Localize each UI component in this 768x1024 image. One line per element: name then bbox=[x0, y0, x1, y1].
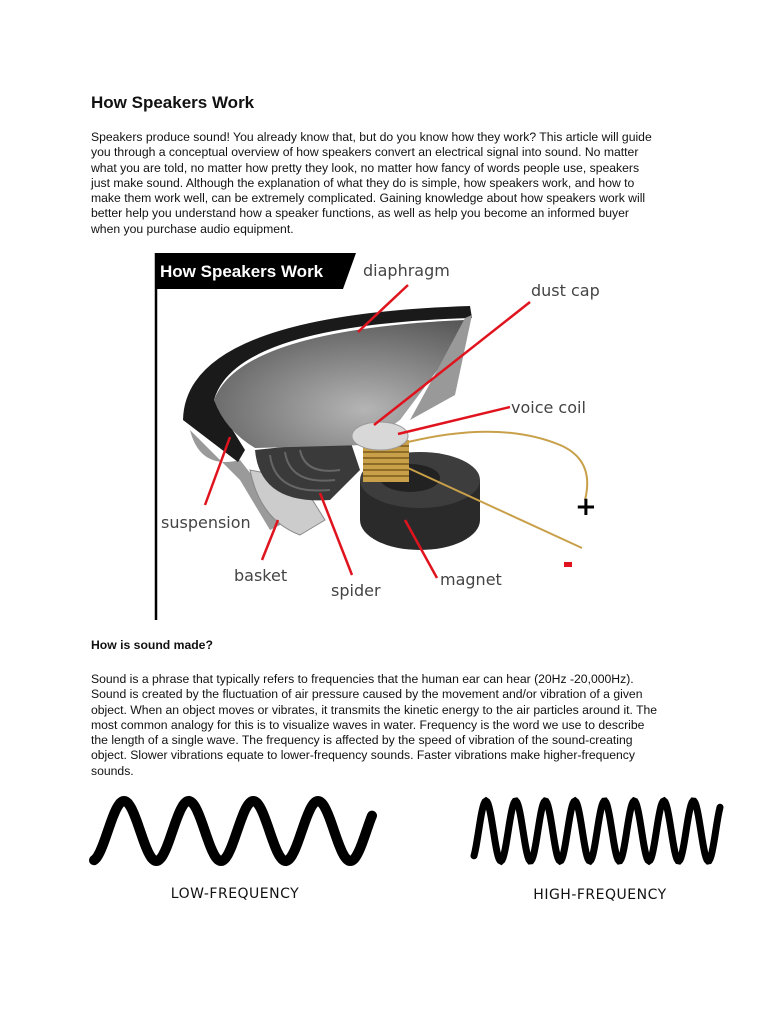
text-line: when you purchase audio equipment. bbox=[91, 221, 294, 236]
label-diaphragm: diaphragm bbox=[363, 261, 450, 280]
text-line: just make sound. Although the explanation of what they do is simple, how speakers work, and how to bbox=[91, 175, 635, 190]
label-plus: + bbox=[575, 492, 597, 522]
text-line: sounds. bbox=[91, 763, 134, 778]
high-frequency-label: HIGH-FREQUENCY bbox=[533, 887, 667, 903]
text-line: the length of a single wave. The frequency is affected by the speed of vibration of the sound-creating bbox=[91, 733, 633, 747]
pointer-voice-coil bbox=[398, 407, 510, 434]
text-line: Speakers produce sound! You already know that, but do you know how they work? This article will guide bbox=[91, 130, 652, 144]
low-frequency-label: LOW-FREQUENCY bbox=[170, 886, 300, 902]
low-frequency-wave bbox=[94, 801, 372, 861]
dust-cap-shape bbox=[352, 422, 408, 450]
pointer-spider bbox=[320, 493, 352, 575]
section-heading: How is sound made? bbox=[91, 638, 213, 652]
text-line: you through a conceptual overview of how speakers convert an electrical signal into sound. No matter bbox=[91, 145, 639, 160]
label-suspension: suspension bbox=[161, 513, 251, 532]
label-voice-coil: voice coil bbox=[511, 398, 586, 417]
page-title: How Speakers Work bbox=[91, 93, 255, 112]
text-line: make them work well, can be extremely complicated. Gaining knowledge about how speakers work will bbox=[91, 191, 646, 205]
text-line: Sound is created by the fluctuation of air pressure caused by the movement and/or vibration of a given bbox=[91, 687, 643, 702]
label-minus bbox=[564, 562, 572, 567]
text-line: most common analogy for this is to visualize waves in water. Frequency is the word we use to describe bbox=[91, 717, 645, 732]
text-line: object. Slower vibrations equate to lower-frequency sounds. Faster vibrations make higher-frequency bbox=[91, 748, 635, 763]
label-dust-cap: dust cap bbox=[531, 281, 600, 300]
diagram-title: How Speakers Work bbox=[160, 262, 324, 281]
pointer-suspension bbox=[205, 437, 230, 505]
text-line: what you are told, no matter how pretty they look, no matter how fancy of words people use, speakers bbox=[91, 160, 640, 175]
label-basket: basket bbox=[234, 566, 288, 585]
section-paragraph bbox=[91, 672, 691, 779]
high-frequency-wave bbox=[474, 801, 720, 861]
text-line: better help you understand how a speaker functions, as well as help you become an informed buyer bbox=[91, 206, 629, 221]
text-line: Sound is a phrase that typically refers to frequencies that the human ear can hear (20Hz -20,000Hz). bbox=[91, 672, 634, 686]
text-line: object. When an object moves or vibrates, it transmits the kinetic energy to the air particles around it. The bbox=[91, 702, 658, 717]
label-spider: spider bbox=[331, 581, 381, 600]
label-magnet: magnet bbox=[440, 570, 502, 589]
